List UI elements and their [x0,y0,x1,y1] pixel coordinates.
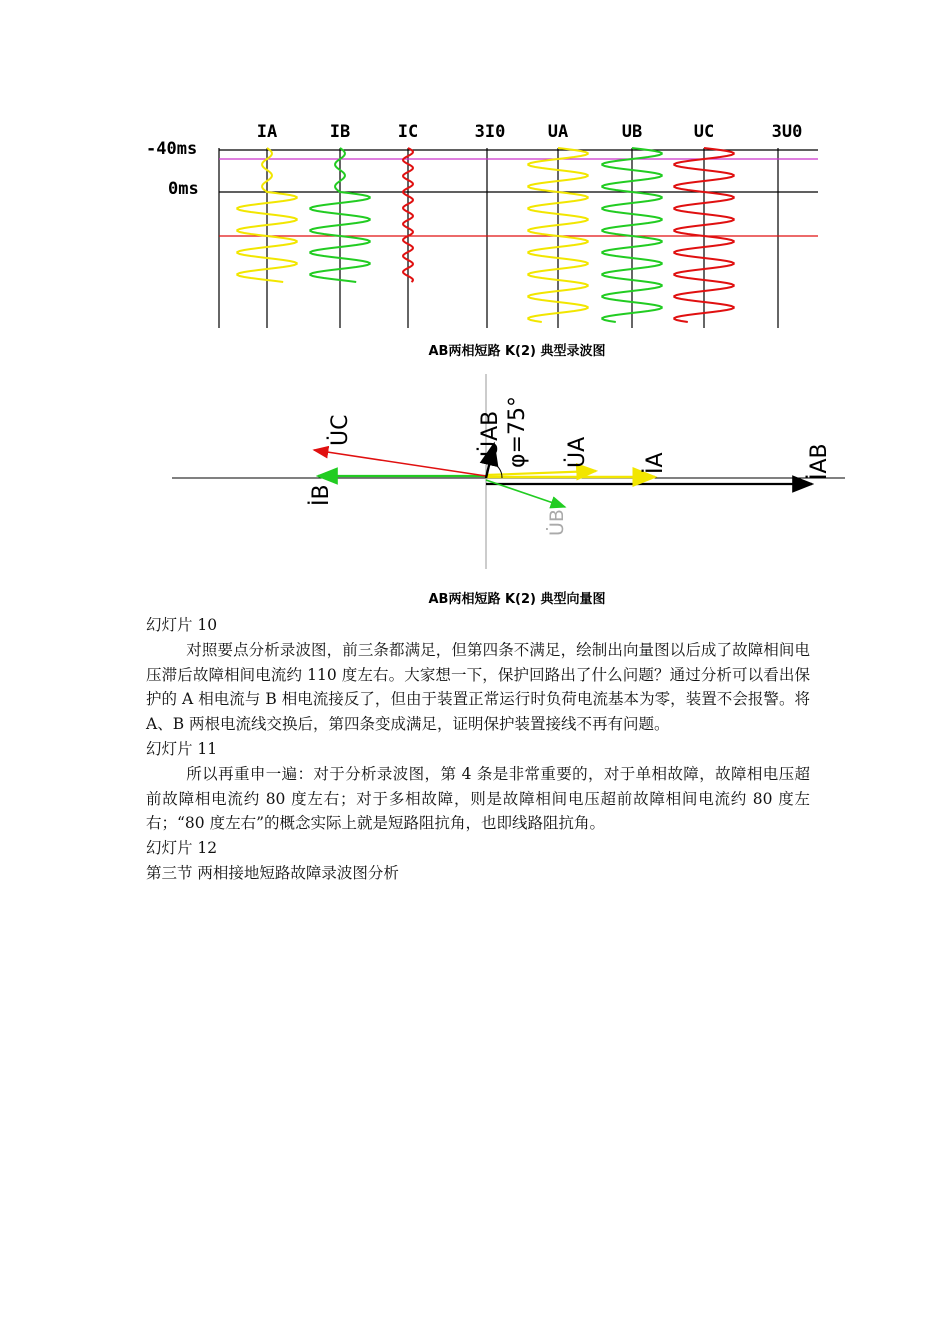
channel-header-ub: UB [621,122,643,142]
vector-label-ia: İA [643,452,668,474]
time-mark-minus40: -40ms [146,139,198,159]
phase-angle-label: φ=75° [505,396,530,468]
vector-ua-arrow [486,471,596,475]
phasor-caption: AB两相短路 K(2) 典型向量图 [428,592,606,607]
wave-traces [237,148,733,322]
channel-header-ic: IC [397,122,419,142]
time-mark-zero: 0ms [168,179,199,199]
channel-header-uc: UC [693,122,715,142]
slide-label-11: 幻灯片 11 [146,739,218,758]
channel-headers [257,122,803,142]
vector-uc-arrow [314,450,486,476]
channel-header-3i0: 3I0 [474,122,506,142]
paragraph-summary: 所以再重申一遍：对于分析录波图，第 4 条是非常重要的，对于单相故障，故障相电压超前故障相电流约 80 度左右；对于多相故障，则是故障相间电压超前故障相间电流约 80 度左右；“80 度左右”的概念实际上就是短路阻抗角，也即线路阻抗角。 [146,764,810,833]
vector-label-ua: U̇A [565,436,590,468]
vector-label-ib: İB [309,484,334,506]
section-heading: 第三节 两相接地短路故障录波图分析 [146,863,399,882]
body-text [146,613,810,886]
vector-label-iab: İAB [807,443,832,480]
slide-label-12: 幻灯片 12 [146,839,218,858]
paragraph-analysis: 对照要点分析录波图，前三条都满足，但第四条不满足，绘制出向量图以后成了故障相间电压滞后故障相间电流约 110 度左右。大家想一下，保护回路出了什么问题？通过分析可以看出保护的 A 相电流与 B 相电流接反了，但由于装置正常运行时负荷电流基本为零，装置不会报警。将 A、B 两根电流线交换后，第四条变成满足，证明保护装置接线不再有问题。 [146,640,810,734]
phasor-figure [0,364,950,614]
slide-label-10: 幻灯片 10 [146,616,218,634]
channel-header-ua: UA [547,122,569,142]
waveform-figure [0,112,950,362]
vector-label-uc: U̇C [328,414,353,446]
channel-header-ib: IB [329,122,351,142]
channel-header-ia: IA [256,122,278,142]
waveform-caption: AB两相短路 K(2) 典型录波图 [428,344,606,359]
channel-header-3u0: 3U0 [771,122,803,142]
vector-label-ub: U̇B [546,509,568,536]
vector-label-uab: U̇AB [478,410,503,457]
